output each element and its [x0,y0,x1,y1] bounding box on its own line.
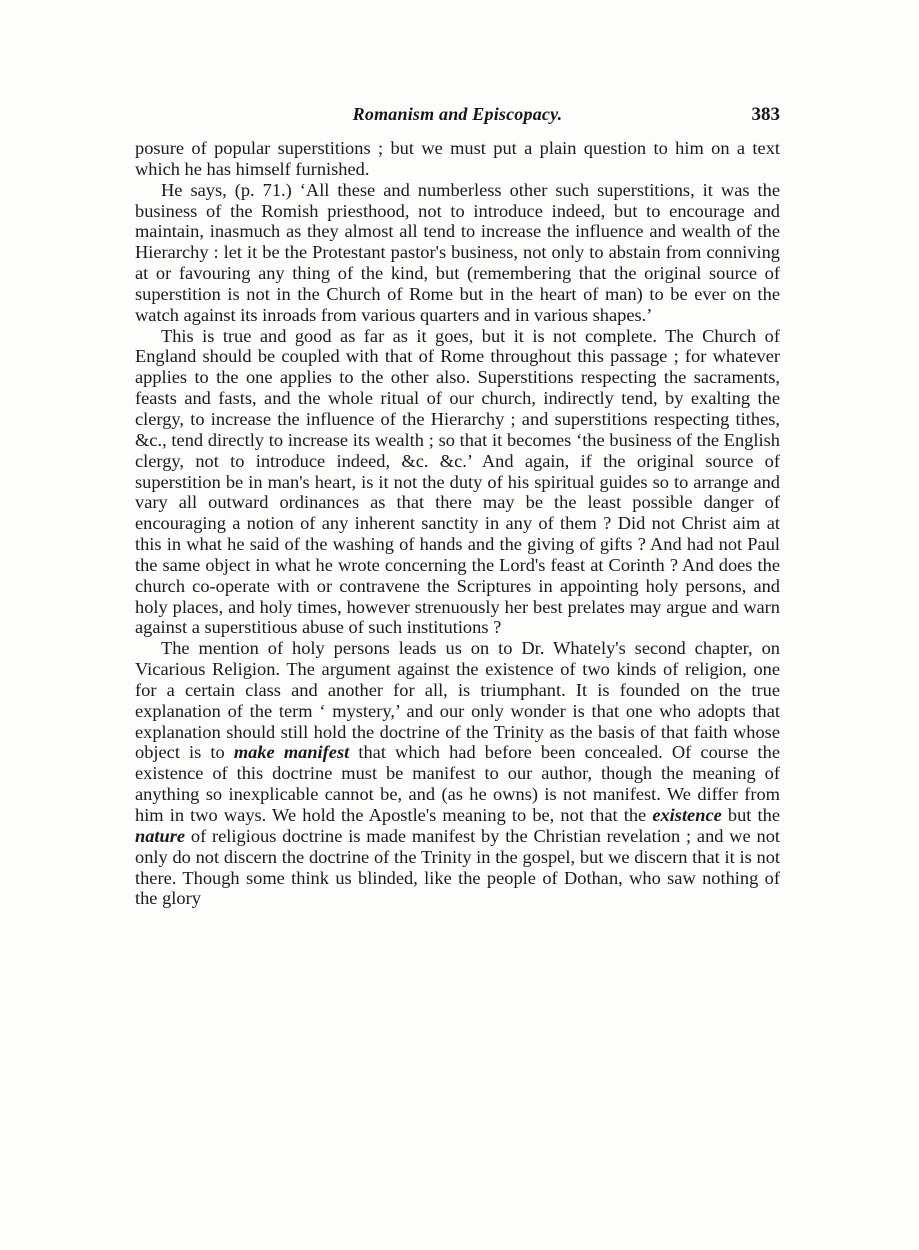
paragraph-vicarious-religion [135,638,780,909]
text-run: that which had before been concealed. Of course the existence of this doctrine must be manifest to our author, though the meaning of anything so inexplicable cannot be, and (as he owns) is not manifest. We differ from him in two ways. We hold the Apostle's meaning to be, not that the [135,742,780,825]
paragraph-continuation: posure of popular superstitions ; but we must put a plain question to him on a text which he has himself furnished. [135,138,780,179]
text-run: but the [721,805,780,825]
text-run: of religious doctrine is made manifest by the Christian revelation ; and we not only do not discern the doctrine of the Trinity in the gospel, but we discern that it is not there. Though some think us blinded, like the people of Dothan, who saw nothing of the glory [135,825,780,909]
body-text [135,138,780,909]
paragraph-quotation: He says, (p. 71.) ‘All these and numberless other such superstitions, it was the business of the Romish priesthood, not to introduce indeed, but to encourage and maintain, inasmuch as they almost all tend to increase the influence and wealth of the Hierarchy : let it be the Protestant pastor's business, not only to abstain from conniving at or favouring any thing of the kind, but (remembering that the original source of superstition is not in the Church of Rome but in the heart of man) to be ever on the watch against its inroads from various quarters and in various shapes.’ [135,179,780,325]
emphasis-make-manifest: make manifest [233,742,350,763]
running-head [135,104,780,134]
emphasis-existence: existence [652,805,722,825]
paragraph-church-of-england: This is true and good as far as it goes, but it is not complete. The Church of England should be coupled with that of Rome throughout this passage ; for whatever applies to the one applies to the other also. Superstitions respecting the sacraments, feasts and fasts, and the whole ritual of our church, indirectly tend, by exalting the clergy, to increase the influence of the Hierarchy ; and superstitions respecting tithes, &c., tend directly to increase its wealth ; so that it becomes ‘the business of the English clergy, not to introduce indeed, &c. &c.’ And again, if the original source of superstition be in man's heart, is it not the duty of his spiritual guides so to arrange and vary all outward ordinances as that there may be the least possible danger of encouraging a notion of any inherent sanctity in any of them ? Did not Christ aim at this in what he said of the washing of hands and the giving of gifts ? And had not Paul the same object in what he wrote concerning the Lord's feast at Corinth ? And does the church co-operate with or contravene the Scriptures in appointing holy persons, and holy places, and holy times, however strenuously her best prelates may argue and warn against a superstitious abuse of such institutions ? [135,325,780,638]
emphasis-nature: nature [135,825,186,846]
page-number: 383 [751,104,780,125]
running-title: Romanism and Episcopacy. [352,104,563,124]
text-run: The mention of holy persons leads us on to Dr. Whately's second chapter, on Vicarious Religion. The argument against the existence of two kinds of religion, one for a certain class and another for all, is triumphant. It is founded on the true explanation of the term ‘ mystery,’ and our only wonder is that one who adopts that explanation should still hold the doctrine of the Trinity as the basis of that faith whose object is to [135,638,780,763]
